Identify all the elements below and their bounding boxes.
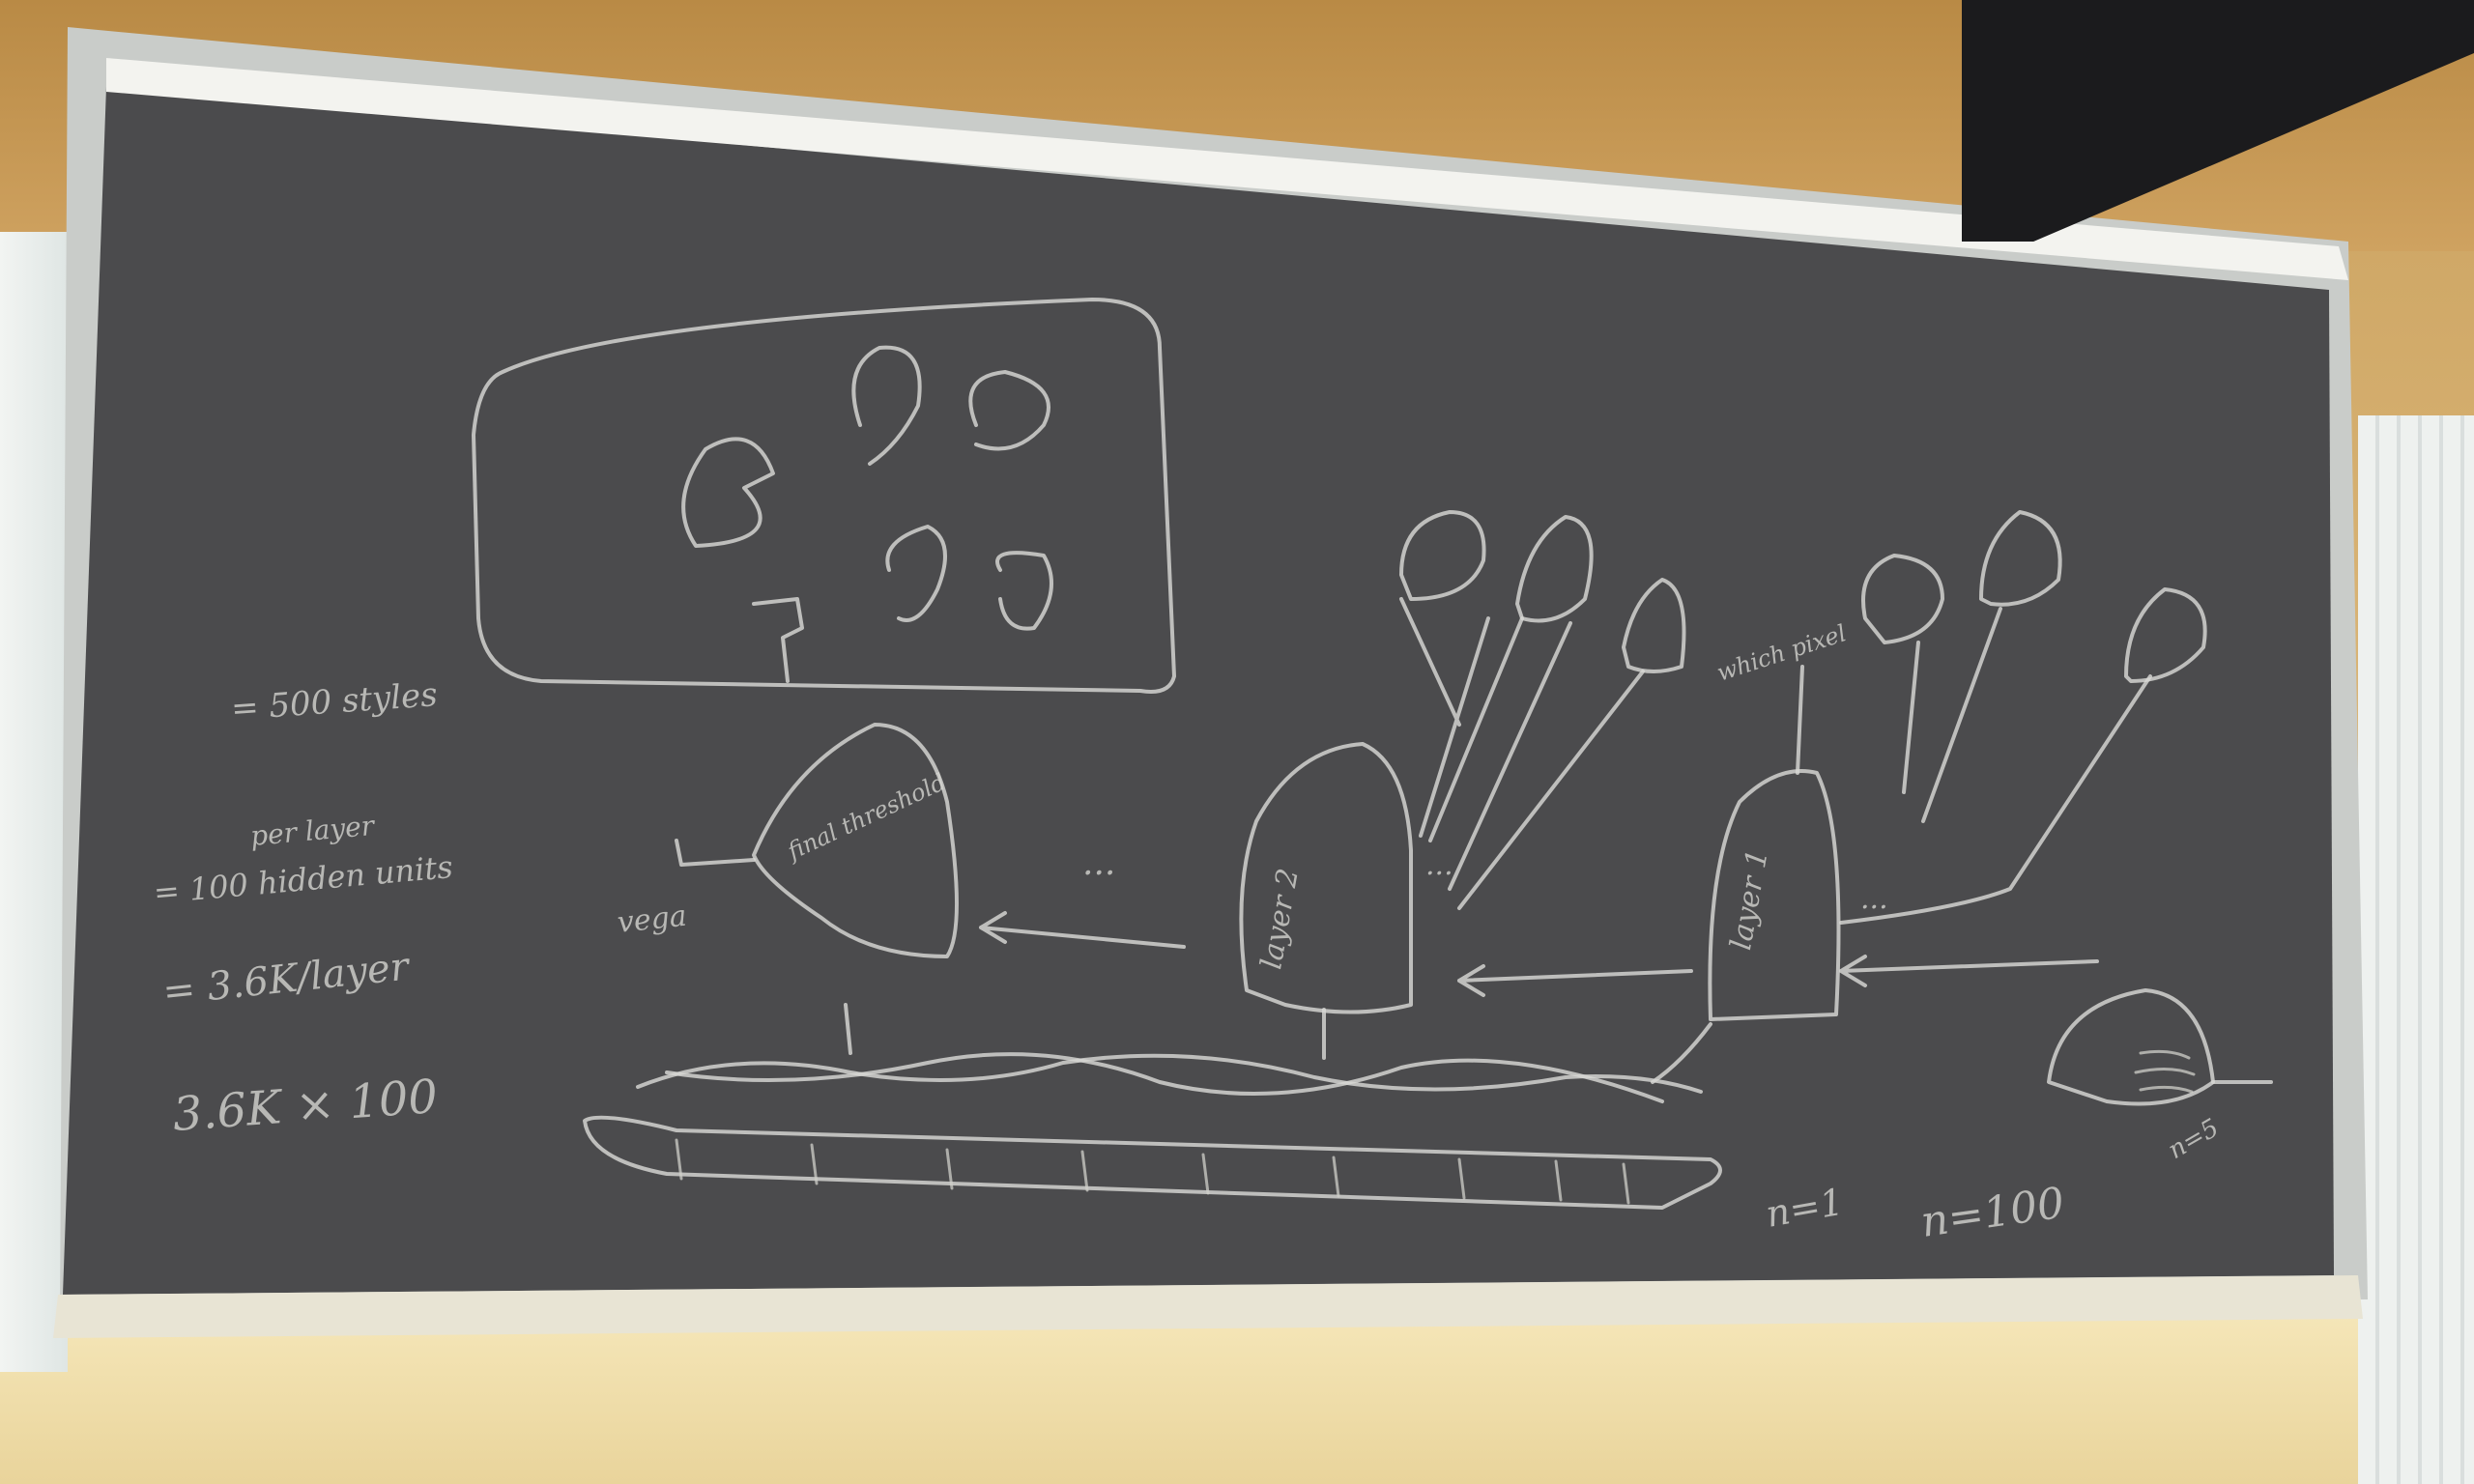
- label-n100: n=100: [1917, 1178, 2068, 1247]
- ellipsis-1: ...: [1082, 843, 1116, 883]
- label-layer1: layer 1: [1724, 846, 1775, 954]
- note-hidden-units: = 100 hidden units: [152, 848, 455, 911]
- ellipsis-2: ...: [1425, 848, 1453, 882]
- note-3-6k-layer: = 3.6K/layer: [160, 944, 411, 1014]
- label-which-pixel: which pixel: [1713, 619, 1850, 687]
- note-per-layer: per layer: [248, 809, 376, 852]
- note-500-styles: = 500 styles: [229, 675, 439, 728]
- note-3-6k-times-100: 3.6K × 100: [170, 1069, 440, 1142]
- ellipsis-3: ...: [1860, 882, 1888, 916]
- label-vega: vega: [616, 899, 689, 940]
- label-n1: n=1: [1762, 1180, 1847, 1236]
- label-layer2: layer 2: [1254, 866, 1306, 972]
- label-n5: n=5: [2163, 1113, 2225, 1166]
- label-final-threshold: final threshold: [783, 768, 951, 866]
